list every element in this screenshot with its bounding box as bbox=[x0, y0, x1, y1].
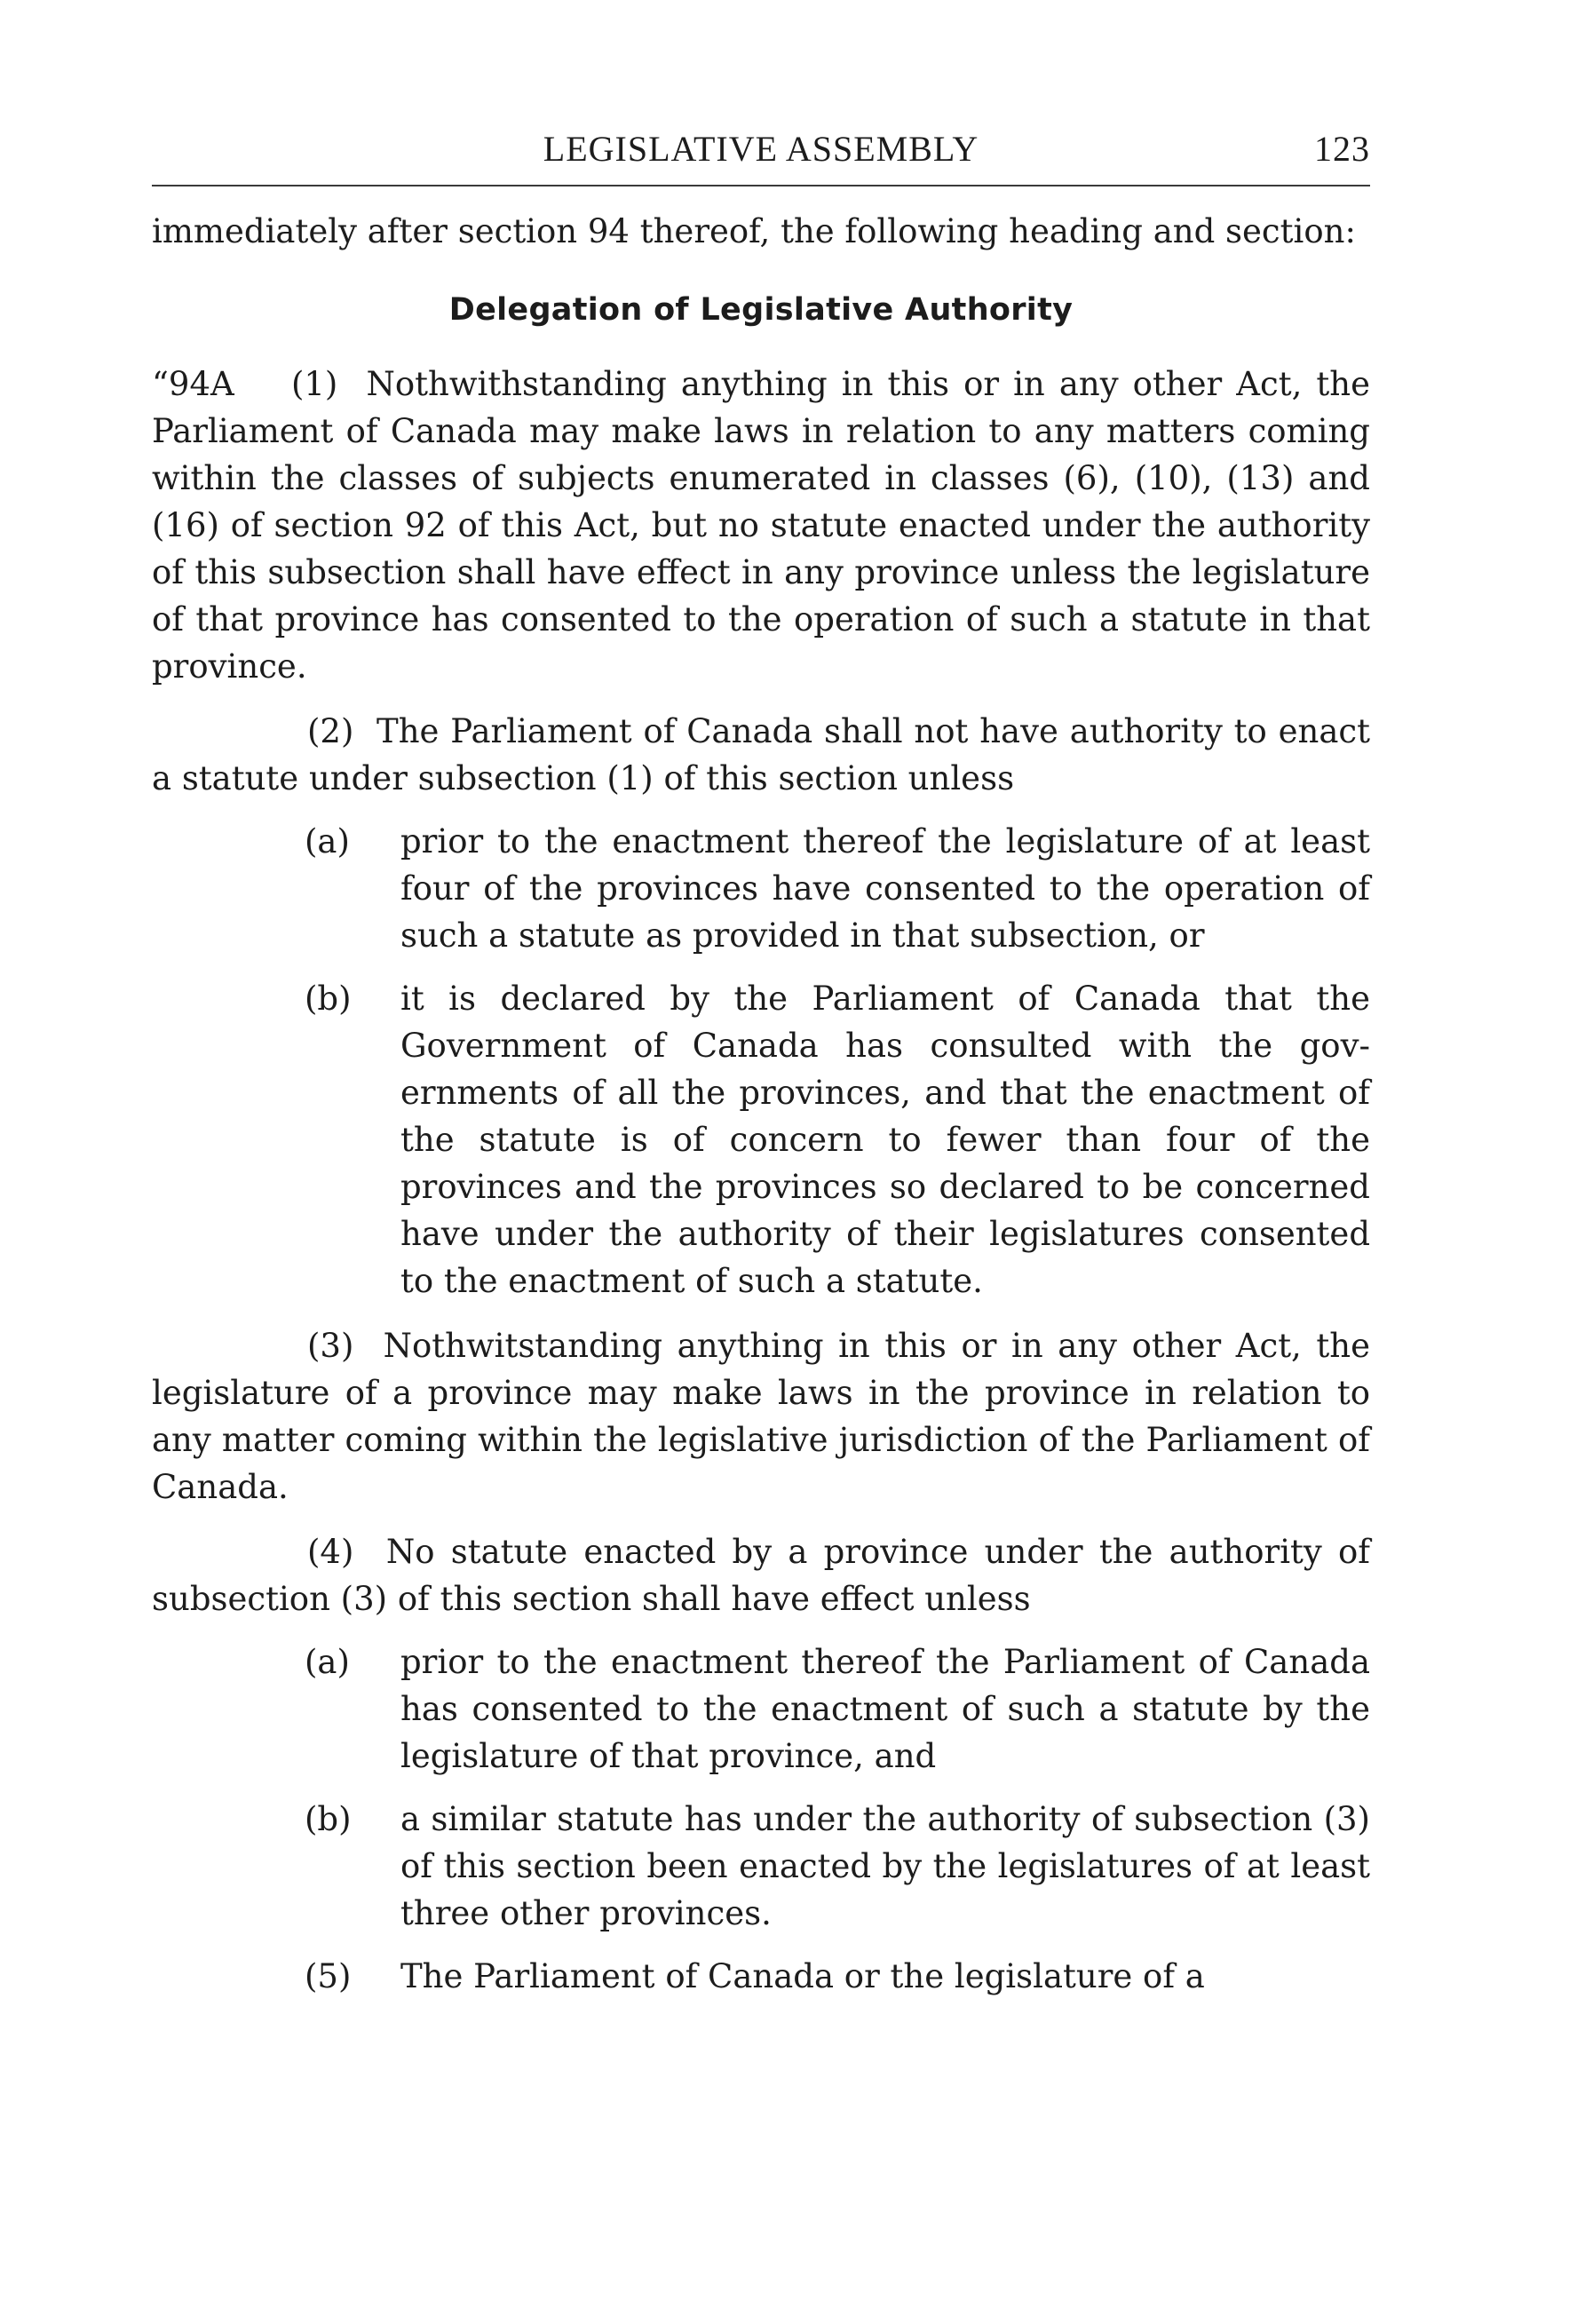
section-number: “94A bbox=[152, 365, 234, 403]
lead-in-paragraph: immediately after section 94 thereof, the following heading and section: bbox=[152, 212, 1356, 250]
subsection-5-text: The Parliament of Canada or the legislature of a bbox=[400, 1957, 1205, 1995]
document-page bbox=[152, 115, 1370, 2265]
item-label: (b) bbox=[305, 980, 352, 1018]
subsection-2-item-b bbox=[152, 975, 1370, 1305]
subsection-1 bbox=[152, 361, 1370, 690]
subsection-2 bbox=[152, 708, 1370, 802]
subsection-4 bbox=[152, 1528, 1370, 1622]
subsection-2-text: The Parliament of Canada shall not have authority to enact a statute under subsection (1) of this section unless bbox=[152, 712, 1370, 797]
subsection-4-number: (4) bbox=[307, 1533, 354, 1571]
subsection-5 bbox=[152, 1953, 1370, 2000]
body-text bbox=[152, 208, 1370, 2000]
running-head-title: LEGISLATIVE ASSEMBLY bbox=[543, 129, 979, 169]
subsection-3-number: (3) bbox=[307, 1327, 354, 1365]
subsection-3-text: Nothwitstanding anything in this or in any other Act, the legislature of a province may make laws in the province in relation to any matter coming within the legislative jurisdiction of the Parliament of Canada. bbox=[152, 1327, 1370, 1506]
subsection-1-number: (1) bbox=[290, 365, 338, 403]
item-label: (b) bbox=[305, 1800, 352, 1838]
running-head bbox=[152, 115, 1370, 186]
item-text: prior to the enactment thereof the Parliament of Canada has consented to the enactment of such a statute by the legislature of that province, and bbox=[400, 1643, 1370, 1775]
page-number: 123 bbox=[1314, 129, 1370, 169]
subsection-4-text: No statute enacted by a province under the authority of subsection (3) of this section shall have effect unless bbox=[152, 1533, 1370, 1618]
section-heading: Delegation of Legislative Authority bbox=[448, 292, 1074, 328]
subsection-1-text: Nothwithstanding anything in this or in any other Act, the Parliament of Canada may make laws in relation to any matters coming within the classes of subjects enumerated in classes (6), (10), (13) and (16) of section 92 of this Act, but no statute enacted under the authority of this subsection shall have effect in any province unless the legislature of that province has consented to the operation of such a statute in that province. bbox=[152, 365, 1371, 686]
subsection-2-item-a bbox=[152, 818, 1370, 959]
item-text: prior to the enactment thereof the legislature of at least four of the provinces have consented to the operation of such a statute as provided in that subsection, or bbox=[400, 822, 1370, 955]
item-text: it is declared by the Parliament of Canada that the Government of Canada has consulted with the governments of all the provinces, and that the enactment of the statute is of concern to fewer than four of the provinces and the provinces so declared to be concerned have under the authority of their legislatures consented to the enactment of such a statute. bbox=[400, 980, 1370, 1300]
subsection-4-item-a bbox=[152, 1638, 1370, 1780]
subsection-5-number: (5) bbox=[305, 1957, 352, 1995]
subsection-3 bbox=[152, 1322, 1370, 1511]
item-text: a similar statute has under the authority of subsection (3) of this section been enacted by the legislatures of at least three other provinces. bbox=[400, 1800, 1370, 1932]
item-label: (a) bbox=[305, 822, 350, 861]
subsection-2-number: (2) bbox=[307, 712, 354, 750]
subsection-4-item-b bbox=[152, 1796, 1370, 1937]
item-label: (a) bbox=[305, 1643, 350, 1681]
